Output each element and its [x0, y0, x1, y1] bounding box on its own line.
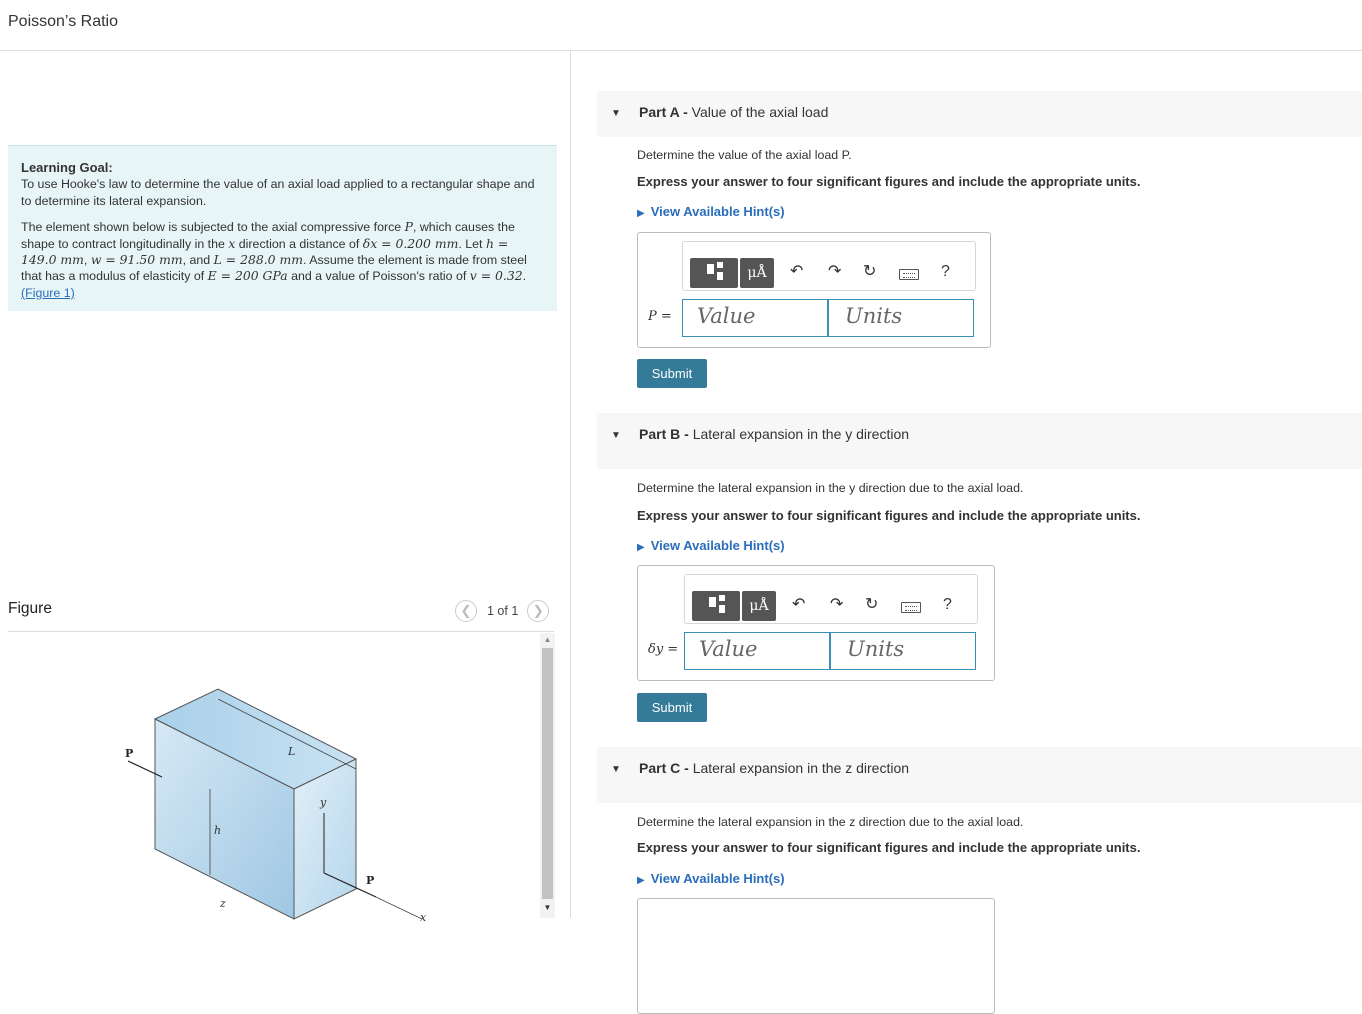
- part-b-submit-button[interactable]: Submit: [637, 693, 707, 722]
- scroll-thumb[interactable]: [542, 648, 553, 899]
- caret-down-icon[interactable]: ▼: [611, 108, 621, 119]
- part-a-prefix: Part A -: [639, 104, 692, 120]
- part-a-question: Determine the value of the axial load P.: [637, 148, 852, 162]
- problem-text: The element shown below is subjected to the axial compressive force: [21, 220, 405, 235]
- problem-text: and a value of Poisson's ratio of: [287, 269, 470, 284]
- axis-x: [376, 897, 422, 919]
- problem-text: , which causes the shape to contract longitudinally in the: [21, 220, 515, 251]
- part-b-hint-link[interactable]: [637, 538, 785, 553]
- problem-text: ,: [83, 253, 91, 268]
- caret-right-icon: ▶: [637, 875, 645, 886]
- redo-icon[interactable]: ↷: [830, 596, 844, 613]
- part-b-toolbar: [684, 574, 978, 624]
- caret-down-icon[interactable]: ▼: [611, 430, 621, 441]
- problem-text: , and: [182, 253, 214, 268]
- page-title: Poisson’s Ratio: [8, 13, 118, 30]
- part-a-title: [639, 104, 828, 120]
- learning-goal-box: [8, 145, 557, 311]
- part-b-units-input[interactable]: Units: [830, 632, 976, 670]
- label-P-left: P: [125, 747, 134, 760]
- math-E: E = 200 GPa: [207, 268, 288, 284]
- part-c-prefix: Part C -: [639, 760, 693, 776]
- part-b-question: Determine the lateral expansion in the y direction due to the axial load.: [637, 481, 1024, 495]
- caret-right-icon: ▶: [637, 208, 645, 219]
- part-a-var-label: P =: [648, 309, 672, 324]
- figure-heading: Figure: [8, 600, 52, 617]
- right-pane: [571, 51, 1362, 918]
- help-icon[interactable]: ?: [941, 263, 950, 280]
- figure-diagram: [110, 651, 440, 924]
- learning-goal-text: To use Hooke's law to determine the value of an axial load applied to a rectangular shape and to determine its lateral expansion.: [21, 177, 535, 208]
- learning-goal-title: Learning Goal:: [21, 160, 113, 175]
- part-a-value-input[interactable]: Value: [682, 299, 828, 337]
- chevron-right-icon[interactable]: ❯: [527, 600, 549, 622]
- part-a-units-input[interactable]: Units: [828, 299, 974, 337]
- keyboard-icon[interactable]: [899, 269, 919, 280]
- redo-icon[interactable]: ↷: [828, 263, 842, 280]
- problem-text: .: [522, 269, 527, 284]
- part-b-prefix: Part B -: [639, 426, 693, 442]
- problem-text: . Assume the element is made from steel that has a modulus of elasticity of: [21, 253, 527, 284]
- part-b-answer-box: [637, 565, 995, 681]
- part-a-toolbar: [682, 241, 976, 291]
- units-symbol-button[interactable]: μÅ: [742, 591, 776, 621]
- math-x: x: [228, 235, 236, 251]
- part-b-instruction: Express your answer to four significant figures and include the appropriate units.: [637, 508, 1141, 523]
- part-a-answer-box: [637, 232, 991, 348]
- scroll-up-icon[interactable]: ▲: [543, 635, 552, 644]
- part-c-hint-label: View Available Hint(s): [650, 871, 785, 886]
- label-L: L: [288, 745, 296, 758]
- figure-divider: [8, 631, 554, 632]
- figure-pager: [455, 599, 549, 623]
- reset-icon[interactable]: ↻: [865, 596, 879, 613]
- part-a-instruction: Express your answer to four significant figures and include the appropriate units.: [637, 174, 1141, 189]
- math-P: P: [404, 219, 413, 235]
- reset-icon[interactable]: ↻: [863, 263, 877, 280]
- part-a-hint-link[interactable]: [637, 204, 785, 219]
- undo-icon[interactable]: ↶: [790, 263, 804, 280]
- part-a-submit-button[interactable]: Submit: [637, 359, 707, 388]
- undo-icon[interactable]: ↶: [792, 596, 806, 613]
- part-b-var-label: δy =: [648, 642, 679, 657]
- part-c-instruction: Express your answer to four significant figures and include the appropriate units.: [637, 840, 1141, 855]
- templates-icon[interactable]: [692, 591, 740, 621]
- math-v: v = 0.32: [469, 268, 523, 284]
- left-pane: [0, 51, 570, 924]
- part-c-header[interactable]: [597, 747, 1362, 803]
- part-b-title-text: Lateral expansion in the y direction: [692, 426, 910, 442]
- part-b-value-input[interactable]: Value: [684, 632, 830, 670]
- label-P-right: P: [366, 874, 375, 887]
- part-b-header[interactable]: [597, 413, 1362, 469]
- math-w: w = 91.50 mm: [90, 252, 183, 268]
- math-L: L = 288.0 mm: [213, 252, 304, 268]
- part-a-header[interactable]: [597, 91, 1362, 137]
- keyboard-icon[interactable]: [901, 602, 921, 613]
- part-b-hint-label: View Available Hint(s): [650, 538, 785, 553]
- figure-link[interactable]: (Figure 1): [21, 285, 75, 300]
- templates-icon[interactable]: [690, 258, 738, 288]
- help-icon[interactable]: ?: [943, 596, 952, 613]
- part-c-title-text: Lateral expansion in the z direction: [692, 760, 910, 776]
- part-c-answer-box: [637, 898, 995, 1014]
- problem-text: . Let: [458, 236, 486, 251]
- problem-text: direction a distance of: [235, 236, 363, 251]
- chevron-left-icon[interactable]: ❮: [455, 600, 477, 622]
- part-c-question: Determine the lateral expansion in the z direction due to the axial load.: [637, 815, 1024, 829]
- part-b-title: [639, 426, 909, 442]
- figure-scrollbar[interactable]: [540, 633, 555, 918]
- part-c-hint-link[interactable]: [637, 871, 785, 886]
- figure-page-count: 1 of 1: [487, 604, 519, 618]
- label-z: z: [220, 897, 226, 910]
- caret-down-icon[interactable]: ▼: [611, 764, 621, 775]
- header-bar: [0, 0, 1362, 51]
- part-c-title: [639, 760, 909, 776]
- label-y: y: [320, 796, 327, 809]
- part-a-title-text: Value of the axial load: [691, 104, 829, 120]
- label-x: x: [420, 911, 427, 924]
- label-h: h: [214, 824, 222, 837]
- units-symbol-button[interactable]: μÅ: [740, 258, 774, 288]
- math-delta-x: δx = 0.200 mm: [362, 235, 459, 251]
- caret-right-icon: ▶: [637, 542, 645, 553]
- scroll-down-icon[interactable]: ▼: [543, 903, 552, 912]
- part-a-hint-label: View Available Hint(s): [650, 204, 785, 219]
- problem-statement: [21, 219, 544, 301]
- math-h: h = 149.0 mm: [21, 235, 509, 268]
